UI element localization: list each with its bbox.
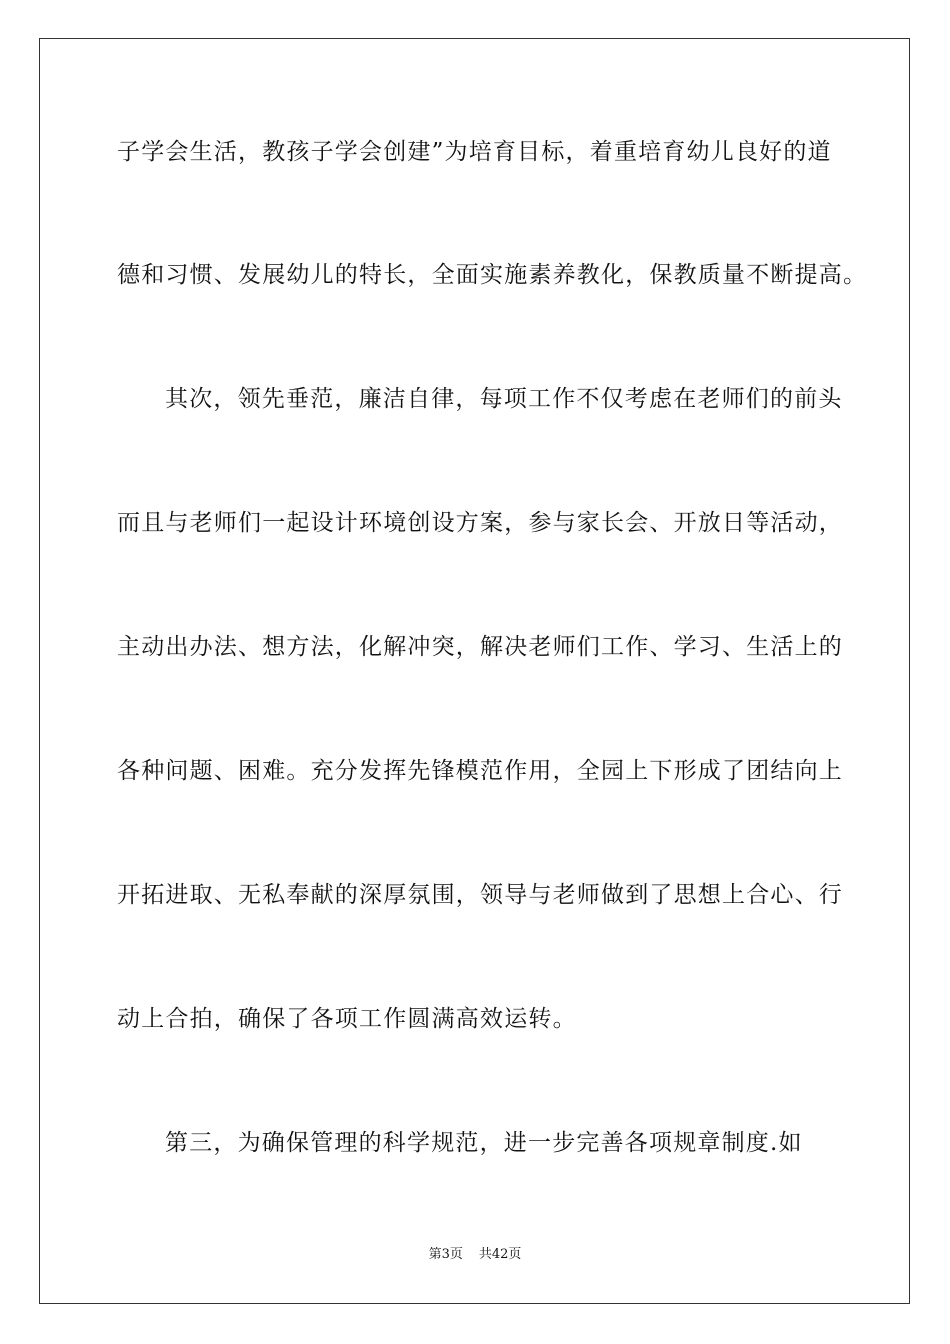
text-line: 开拓进取、无私奉献的深厚氛围，领导与老师做到了思想上合心、行 (117, 882, 843, 908)
paragraph-start-line: 其次，领先垂范，廉洁自律，每项工作不仅考虑在老师们的前头 (165, 386, 843, 412)
text-line: 主动出办法、想方法，化解冲突，解决老师们工作、学习、生活上的 (117, 634, 843, 660)
page-number: 第3页 (428, 1247, 463, 1262)
text-line: 德和习惯、发展幼儿的特长，全面实施素养教化，保教质量不断提高。 (117, 262, 868, 288)
paragraph-start-line: 第三，为确保管理的科学规范，进一步完善各项规章制度.如 (165, 1130, 803, 1156)
page-border (39, 38, 910, 1304)
page-footer (0, 1246, 950, 1264)
text-line: 各种问题、困难。充分发挥先锋模范作用，全园上下形成了团结向上 (117, 758, 843, 784)
text-line: 子学会生活，教孩子学会创建”为培育目标，着重培育幼儿良好的道 (117, 139, 832, 165)
total-pages: 共42页 (478, 1247, 522, 1262)
text-line: 而且与老师们一起设计环境创设方案，参与家长会、开放日等活动， (117, 510, 843, 536)
text-line: 动上合拍，确保了各项工作圆满高效运转。 (117, 1006, 577, 1032)
